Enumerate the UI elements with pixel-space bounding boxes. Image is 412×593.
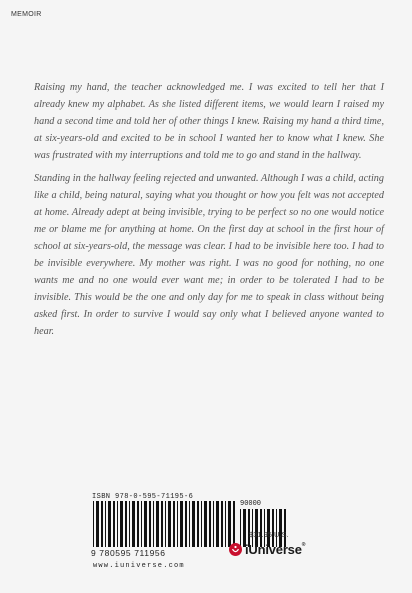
barcode	[93, 501, 288, 547]
publisher-name: iUniverse®	[245, 542, 306, 557]
barcode-addon-number: 90000	[240, 500, 262, 508]
genre-label: MEMOIR	[11, 11, 42, 18]
back-cover-text	[34, 79, 384, 346]
paragraph-1: Raising my hand, the teacher acknowledged me. I was excited to tell her that I already knew my alphabet. As she listed different items, we would learn I raised my hand a second time and told her of other things I knew. Raising my hand a third time, at six-years-old and excited to be in school I wanted her to know what I knew. She was frustrated with my interruptions and told me to go and stand in the hallway.	[34, 82, 384, 161]
publisher-website: www.iuniverse.com	[93, 562, 185, 570]
price: $31.95 U.S.	[249, 530, 289, 539]
isbn-text: ISBN 978-0-595-71195-6	[92, 493, 194, 501]
paragraph-2: Standing in the hallway feeling rejected and unwanted. Although I was a child, acting like a child, being natural, saying what you thought or how you felt was not accepted at home. Already adept at being invisible, trying to be perfect so no one would notice me or blame me for anything at home. On the first day at school in the first hour of school at six-years-old, the message was clear. I had to be invisible here too. I had to be invisible everywhere. My mother was right. I was no good for nothing, no one wants me and no one would ever want me; in order to be tolerated I had to be invisible. This would be the one and only day for me to speak in class without being asked first. In order to survive I would say only what I believed anyone wanted to hear.	[34, 173, 384, 337]
iuniverse-logo-icon	[229, 543, 242, 556]
barcode-number: 9 780595 711956	[91, 548, 166, 558]
barcode-bars	[93, 501, 237, 547]
barcode-gap	[235, 501, 237, 547]
barcode-addon	[240, 501, 288, 547]
publisher-logo	[229, 542, 305, 557]
